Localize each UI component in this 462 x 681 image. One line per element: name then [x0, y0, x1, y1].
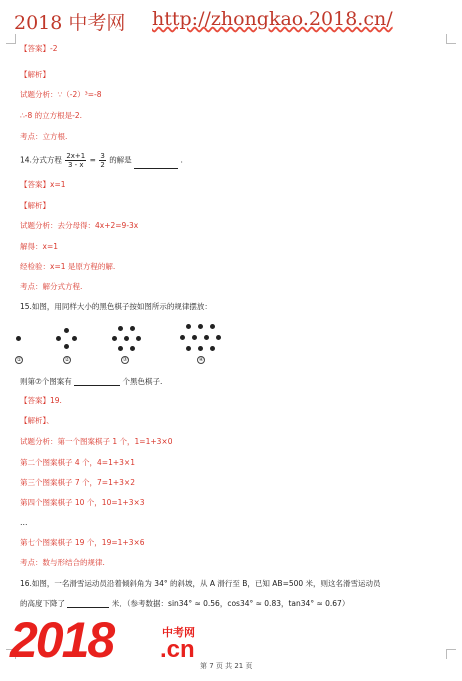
analysis-label: 【解析】、 — [20, 416, 54, 425]
ellipsis: … — [20, 518, 28, 527]
analysis-text: 试题分析：去分母得：4x+2=9-3x — [20, 221, 139, 230]
analysis-label: 【解析】 — [20, 70, 50, 79]
page-corner-mark — [6, 34, 16, 44]
analysis-text: 解得：x=1 — [20, 242, 58, 251]
chess-piece — [186, 324, 191, 329]
question-14 — [20, 152, 183, 169]
chess-piece — [192, 335, 197, 340]
chess-piece — [198, 324, 203, 329]
knowledge-point: 考点：立方根. — [20, 132, 68, 141]
question-16-fill — [20, 599, 349, 608]
question-16: 16.如图，一名滑雪运动员沿着倾斜角为 34° 的斜坡，从 A 滑行至 B，已知 AB=500 米，则这名滑雪运动员 — [20, 579, 381, 588]
chess-piece — [118, 326, 123, 331]
chess-piece-figures — [10, 322, 240, 370]
chess-piece — [56, 336, 61, 341]
question-text: . — [180, 155, 183, 165]
chess-piece — [72, 336, 77, 341]
question-text: 则第⑦个图案有 — [20, 377, 72, 386]
chess-piece — [16, 336, 21, 341]
chess-piece — [204, 335, 209, 340]
question-text: 14.分式方程 — [20, 155, 62, 165]
question-15-fill — [20, 377, 162, 386]
chess-piece — [136, 336, 141, 341]
chess-piece — [130, 346, 135, 351]
logo-badge: 中考网 — [162, 626, 195, 639]
chess-piece — [198, 346, 203, 351]
knowledge-point: 考点：解分式方程. — [20, 282, 83, 291]
analysis-text: 第七个图案棋子 19 个，19=1+3×6 — [20, 538, 145, 547]
page-number: 第 7 页 共 21 页 — [200, 662, 253, 670]
analysis-text: 经检验：x=1 是原方程的解. — [20, 262, 116, 271]
chess-piece — [216, 335, 221, 340]
knowledge-point: 考点：数与形结合的规律. — [20, 558, 105, 567]
chess-piece — [186, 346, 191, 351]
question-15: 15.如图，用同样大小的黑色棋子按如图所示的规律摆放： — [20, 302, 212, 311]
chess-piece — [118, 346, 123, 351]
site-url-link[interactable]: http://zhongkao.2018.cn/ — [152, 8, 393, 30]
site-logo — [10, 612, 210, 668]
site-header — [14, 4, 454, 34]
fraction-numerator: 2x+1 — [66, 152, 86, 160]
logo-number: 2018 — [10, 612, 114, 668]
analysis-text: 试题分析：第一个图案棋子 1 个，1=1+3×0 — [20, 437, 173, 446]
answer-label: 【答案】19. — [20, 396, 62, 405]
fraction-right — [99, 152, 105, 169]
chess-piece — [210, 346, 215, 351]
fraction-numerator: 3 — [100, 152, 105, 160]
answer-label: 【答案】x=1 — [20, 180, 66, 189]
question-text: 的高度下降了 — [20, 599, 65, 608]
chess-piece — [64, 328, 69, 333]
chess-piece — [124, 336, 129, 341]
answer-blank[interactable] — [67, 600, 109, 608]
logo-domain: .cn — [160, 636, 195, 663]
figure-label: ② — [64, 357, 70, 363]
figure-label: ④ — [198, 357, 204, 363]
question-text: 的解是 — [109, 155, 132, 165]
page-corner-mark — [446, 649, 456, 659]
fraction-denominator: 2 — [100, 161, 105, 169]
chess-piece — [64, 344, 69, 349]
answer-label: 【答案】-2 — [20, 44, 58, 53]
answer-blank[interactable] — [134, 161, 178, 169]
analysis-text: ∴-8 的立方根是-2. — [20, 111, 82, 120]
chess-piece — [130, 326, 135, 331]
analysis-text: 试题分析：∵（-2）³=-8 — [20, 90, 102, 99]
analysis-text: 第四个图案棋子 10 个，10=1+3×3 — [20, 498, 145, 507]
analysis-text: 第三个图案棋子 7 个，7=1+3×2 — [20, 478, 135, 487]
chess-piece — [112, 336, 117, 341]
fraction-denominator: 3 - x — [68, 161, 84, 169]
question-text: 米．（参考数据：sin34° ≈ 0.56，cos34° ≈ 0.83，tan34° ≈ 0.67） — [111, 599, 350, 608]
fraction-left — [65, 152, 86, 169]
figure-label: ① — [16, 357, 22, 363]
question-text: 个黑色棋子. — [122, 377, 163, 386]
chess-piece — [180, 335, 185, 340]
answer-blank[interactable] — [74, 378, 120, 386]
site-name: 2018 中考网 — [14, 12, 126, 34]
page-corner-mark — [446, 34, 456, 44]
chess-piece — [210, 324, 215, 329]
equals-sign: = — [89, 155, 96, 165]
figure-label: ③ — [122, 357, 128, 363]
analysis-label: 【解析】 — [20, 201, 50, 210]
analysis-text: 第二个图案棋子 4 个，4=1+3×1 — [20, 458, 135, 467]
